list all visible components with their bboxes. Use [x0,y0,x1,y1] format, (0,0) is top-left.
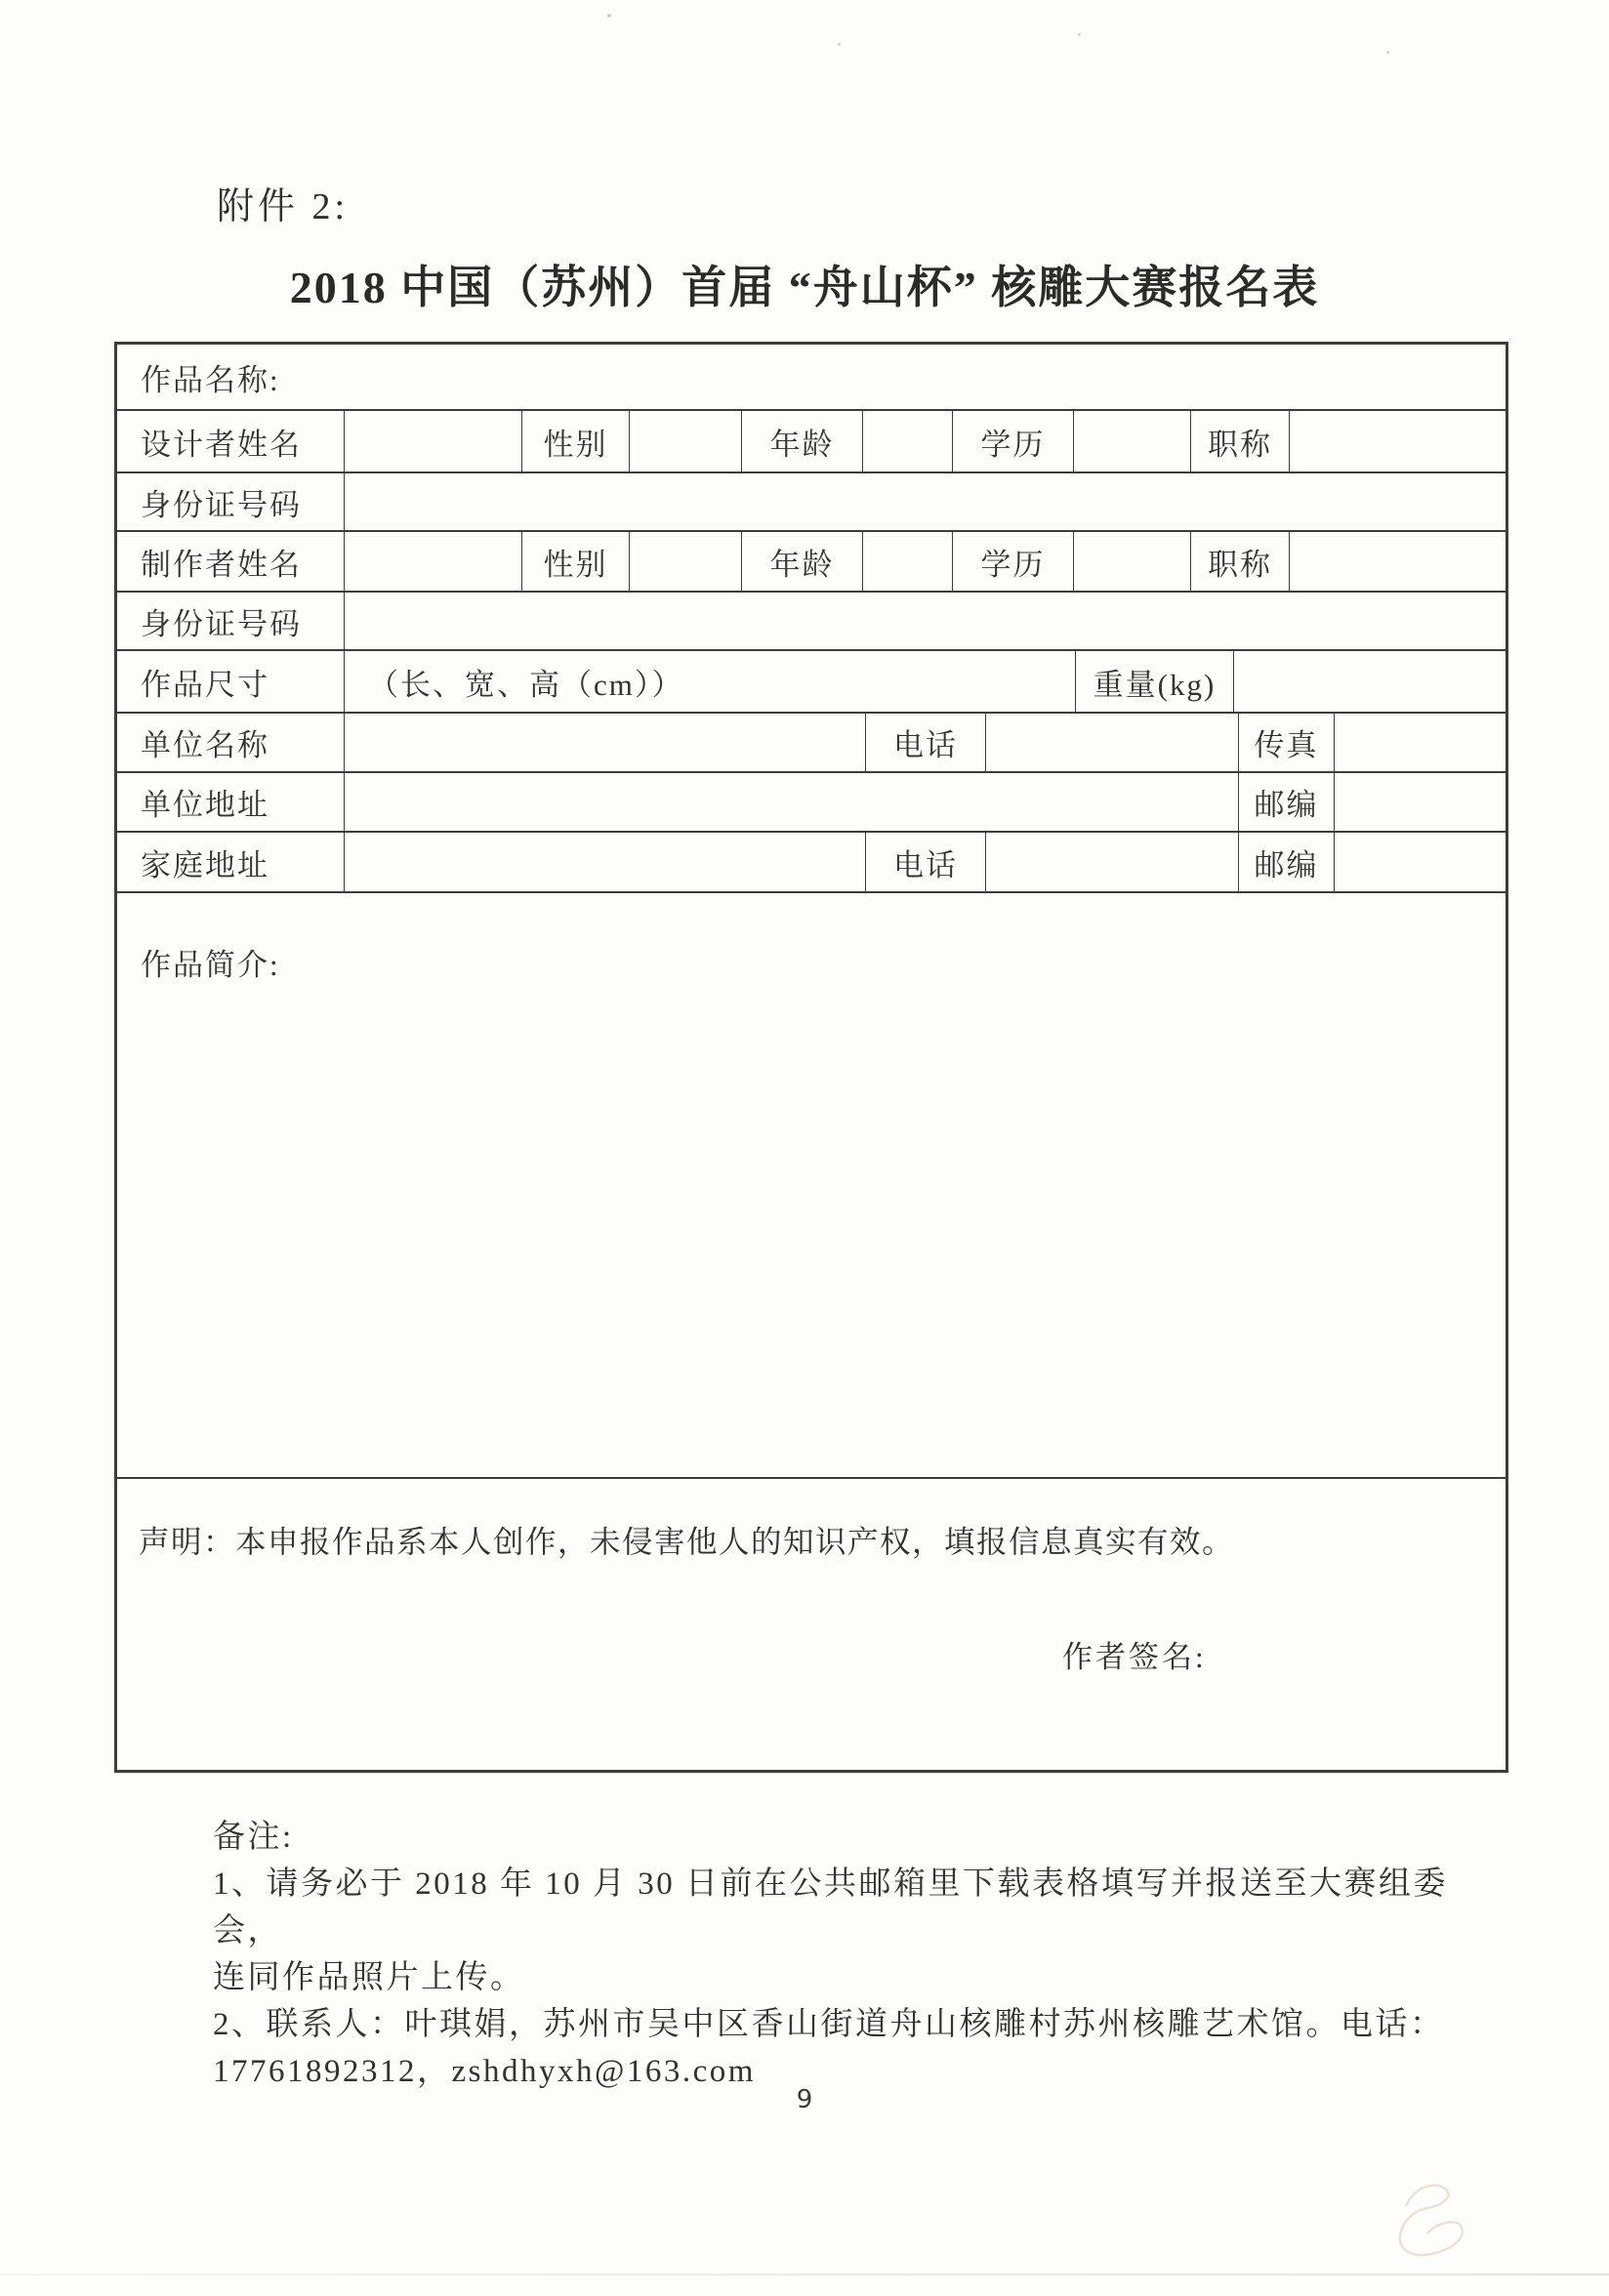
scan-speck [1386,51,1389,54]
weight-field[interactable] [1233,651,1506,712]
registration-form-table [114,342,1508,1773]
designer-row [117,409,1506,472]
note-line: 17761892312，zshdhyxh@163.com [213,2054,756,2089]
company-phone-label: 电话 [865,714,985,771]
home-phone-label: 电话 [865,833,985,891]
maker-name-field[interactable] [344,532,521,591]
maker-gender-label: 性别 [521,532,629,591]
company-fax-label: 传真 [1238,714,1334,771]
home-zip-field[interactable] [1334,833,1506,891]
scan-watermark-squiggle [1384,2179,1492,2276]
maker-name-label: 制作者姓名 [141,547,302,582]
maker-education-field[interactable] [1073,532,1190,591]
home-address-label: 家庭地址 [141,847,269,882]
maker-gender-field[interactable] [629,532,741,591]
weight-label: 重量(kg) [1075,651,1233,712]
notes-heading: 备注: [213,1820,294,1855]
designer-name-field[interactable] [344,411,521,472]
work-name-label: 作品名称: [141,362,280,397]
scan-speck [1078,33,1081,36]
form-title: 2018 中国（苏州）首届 “舟山杯” 核雕大赛报名表 [289,263,1320,312]
maker-title-label: 职称 [1190,532,1289,591]
maker-id-row [117,591,1506,649]
scan-speck [607,14,611,18]
company-zip-field[interactable] [1334,773,1506,831]
designer-education-label: 学历 [952,411,1073,472]
designer-age-field[interactable] [862,411,952,472]
notes-section [213,1814,1472,2095]
designer-title-label: 职称 [1190,411,1289,472]
intro-label: 作品简介: [141,948,280,982]
maker-age-label: 年龄 [741,532,862,591]
maker-title-field[interactable] [1289,532,1506,591]
size-field[interactable] [344,651,1075,712]
designer-title-field[interactable] [1289,411,1506,472]
company-label: 单位名称 [141,728,269,762]
declaration-text: 声明：本申报作品系本人创作，未侵害他人的知识产权，填报信息真实有效。 [139,1525,1235,1559]
maker-id-field[interactable] [344,593,1506,649]
designer-name-label: 设计者姓名 [141,427,302,462]
company-name-field[interactable] [344,714,865,771]
maker-education-label: 学历 [952,532,1073,591]
designer-age-label: 年龄 [741,411,862,472]
company-fax-field[interactable] [1334,714,1506,771]
designer-id-label: 身份证号码 [141,487,302,522]
home-address-row [117,831,1506,891]
maker-id-label: 身份证号码 [141,606,302,641]
company-zip-label: 邮编 [1238,773,1334,831]
page-number: 9 [796,2085,813,2114]
signature-label: 作者签名: [1062,1640,1207,1674]
designer-gender-field[interactable] [629,411,741,472]
designer-gender-label: 性别 [521,411,629,472]
scan-speck [838,43,841,46]
designer-id-row [117,472,1506,530]
company-phone-field[interactable] [985,714,1238,771]
designer-id-field[interactable] [344,473,1506,530]
company-address-field[interactable] [344,773,1238,831]
maker-row [117,530,1506,591]
company-address-row [117,771,1506,831]
home-phone-field[interactable] [985,833,1238,891]
size-label: 作品尺寸 [141,667,269,702]
company-address-label: 单位地址 [141,788,269,822]
designer-education-field[interactable] [1073,411,1190,472]
work-name-field[interactable] [117,345,1506,409]
declaration-row [117,1477,1506,1770]
size-hint: （长、宽、高（cm）） [368,667,684,702]
maker-age-field[interactable] [862,532,952,591]
home-zip-label: 邮编 [1238,833,1334,891]
note-line: 1、请务必于 2018 年 10 月 30 日前在公共邮箱里下载表格填写并报送至大赛组委会， [213,1866,1448,1948]
intro-row [117,891,1506,1477]
note-line: 连同作品照片上传。 [213,1960,525,1995]
home-address-field[interactable] [344,833,865,891]
note-line: 2、联系人：叶琪娟，苏州市吴中区香山街道舟山核雕村苏州核雕艺术馆。电话： [213,2007,1445,2042]
attachment-label: 附件 2: [217,186,350,227]
scan-edge-line [0,2274,1609,2276]
intro-field[interactable] [117,893,1506,1477]
work-name-row [117,345,1506,409]
size-row [117,649,1506,712]
company-row [117,712,1506,771]
